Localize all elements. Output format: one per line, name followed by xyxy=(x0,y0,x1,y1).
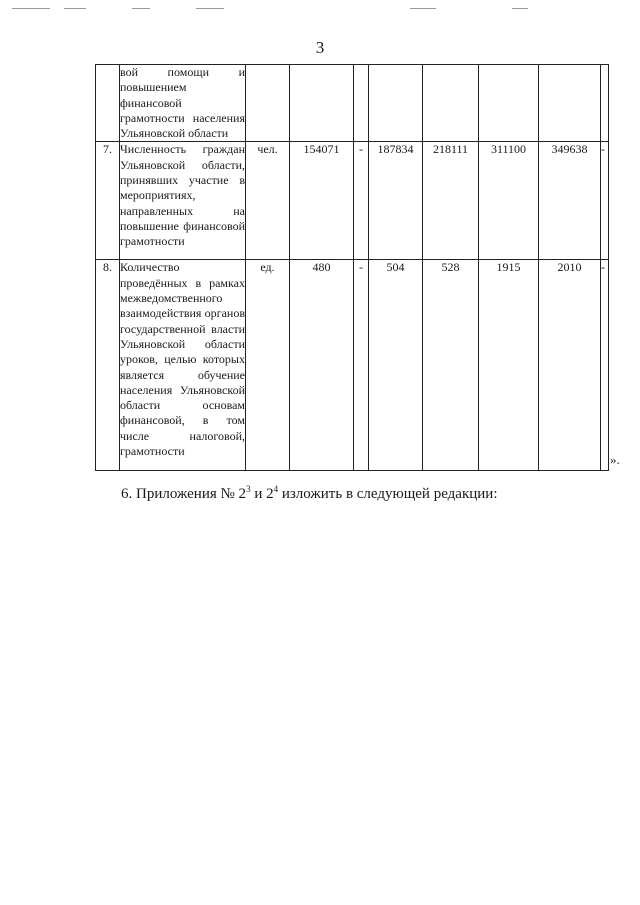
value-cell: 2010 xyxy=(539,260,601,471)
value-cell: 154071 xyxy=(290,142,354,260)
closing-quote: ». xyxy=(610,452,620,467)
scan-artifact xyxy=(512,8,528,9)
value-cell: - xyxy=(354,260,369,471)
table-row xyxy=(96,260,609,471)
row-number: 8. xyxy=(96,260,120,471)
indicator-name: Количество проведённых в рамках межведомственного взаимодействия органов государственной власти Ульяновской области уроков, целью которых является обучение населения Ульяновской области основам финансовой, в том числе налоговой, грамотности xyxy=(120,260,246,471)
value-cell xyxy=(354,65,369,142)
paragraph-text: и 2 xyxy=(250,486,274,502)
value-cell: 504 xyxy=(369,260,423,471)
value-cell xyxy=(479,65,539,142)
paragraph-text: изложить в следующей редакции: xyxy=(278,486,498,502)
table-row xyxy=(96,142,609,260)
value-cell xyxy=(539,65,601,142)
value-cell xyxy=(423,65,479,142)
superscript: 4 xyxy=(273,484,279,494)
paragraph-text: 6. Приложения № 2 xyxy=(121,486,247,502)
scan-artifact xyxy=(64,8,86,9)
indicator-name: Численность граждан Ульяновской области, принявших участие в мероприятиях, направленных на повышение финансовой грамотности xyxy=(120,142,246,260)
value-cell: 311100 xyxy=(479,142,539,260)
table-row xyxy=(96,65,609,142)
scan-artifact xyxy=(196,8,224,9)
value-cell: - xyxy=(354,142,369,260)
superscript: 3 xyxy=(246,484,251,494)
page-number: 3 xyxy=(315,38,325,57)
indicator-name: вой помощи и повышением финансовой грамотности населения Ульяновской области xyxy=(120,65,245,141)
last-cell: - xyxy=(601,142,609,260)
value-cell xyxy=(290,65,354,142)
indicators-table xyxy=(95,64,609,471)
row-number: 7. xyxy=(96,142,120,260)
value-cell xyxy=(369,65,423,142)
value-cell: 528 xyxy=(423,260,479,471)
last-cell: - xyxy=(601,260,609,471)
scan-artifact xyxy=(132,8,150,9)
unit-cell: чел. xyxy=(246,142,290,260)
unit-cell: ед. xyxy=(246,260,290,471)
value-cell: 187834 xyxy=(369,142,423,260)
scan-artifact xyxy=(410,8,436,9)
value-cell: 218111 xyxy=(423,142,479,260)
value-cell: 1915 xyxy=(479,260,539,471)
scan-artifact xyxy=(12,8,50,9)
unit-cell xyxy=(246,65,290,142)
amendment-paragraph xyxy=(121,486,498,503)
row-number xyxy=(96,65,120,142)
value-cell: 349638 xyxy=(539,142,601,260)
last-cell xyxy=(601,65,609,142)
value-cell: 480 xyxy=(290,260,354,471)
